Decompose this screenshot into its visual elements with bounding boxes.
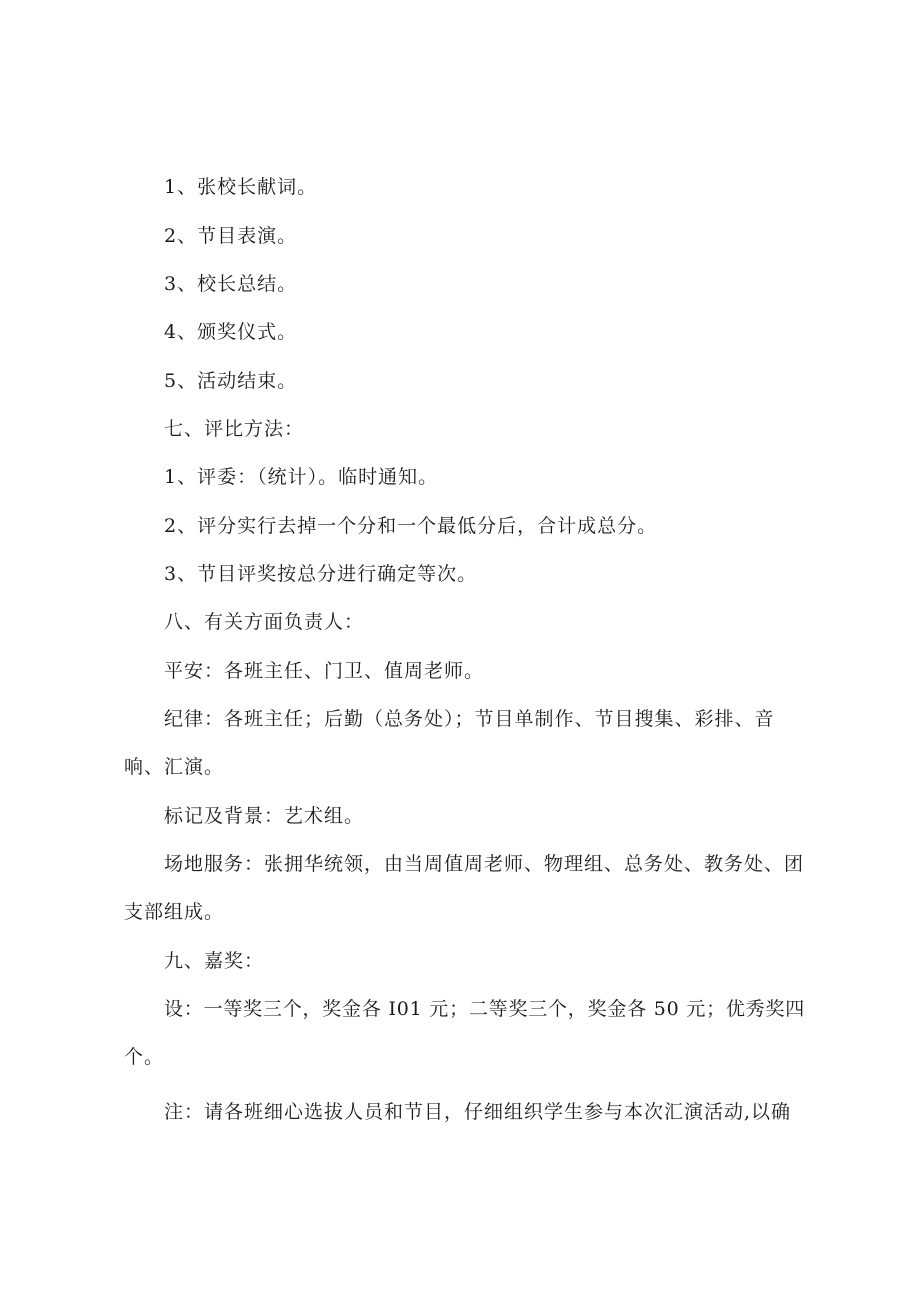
responsible-venue: 场地服务：张拥华统领，由当周值周老师、物理组、总务处、教务处、团 [164,853,805,875]
evaluation-item-2: 2、评分实行去掉一个分和一个最低分后，合计成总分。 [164,515,658,537]
responsible-signage: 标记及背景：艺术组。 [164,805,365,827]
responsible-discipline: 纪律：各班主任；后勤（总务处）；节目单制作、节目搜集、彩排、音 [164,708,775,730]
responsible-venue-cont: 支部组成。 [124,901,225,923]
responsible-safety: 平安：各班主任、门卫、值周老师。 [164,660,485,682]
program-item-5: 5、活动结束。 [164,370,298,392]
section-heading-responsible: 八、有关方面负责人： [164,611,365,633]
section-heading-evaluation: 七、评比方法： [164,418,305,440]
program-item-3: 3、校长总结。 [164,273,298,295]
program-item-4: 4、颁奖仪式。 [164,321,298,343]
section-heading-awards: 九、嘉奖： [164,950,265,972]
awards-detail: 设：一等奖三个，奖金各 I01 元；二等奖三个，奖金各 50 元；优秀奖四 [164,998,806,1020]
responsible-discipline-cont: 响、汇演。 [124,756,225,778]
program-item-2: 2、节目表演。 [164,225,298,247]
evaluation-item-3: 3、节目评奖按总分进行确定等次。 [164,563,478,585]
program-item-1: 1、张校长献词。 [164,176,318,198]
note-paragraph: 注：请各班细心选拔人员和节目，仔细组织学生参与本次汇演活动,以确 [164,1101,792,1123]
awards-detail-cont: 个。 [124,1046,165,1068]
evaluation-item-1: 1、评委：（统计）。临时通知。 [164,466,439,488]
